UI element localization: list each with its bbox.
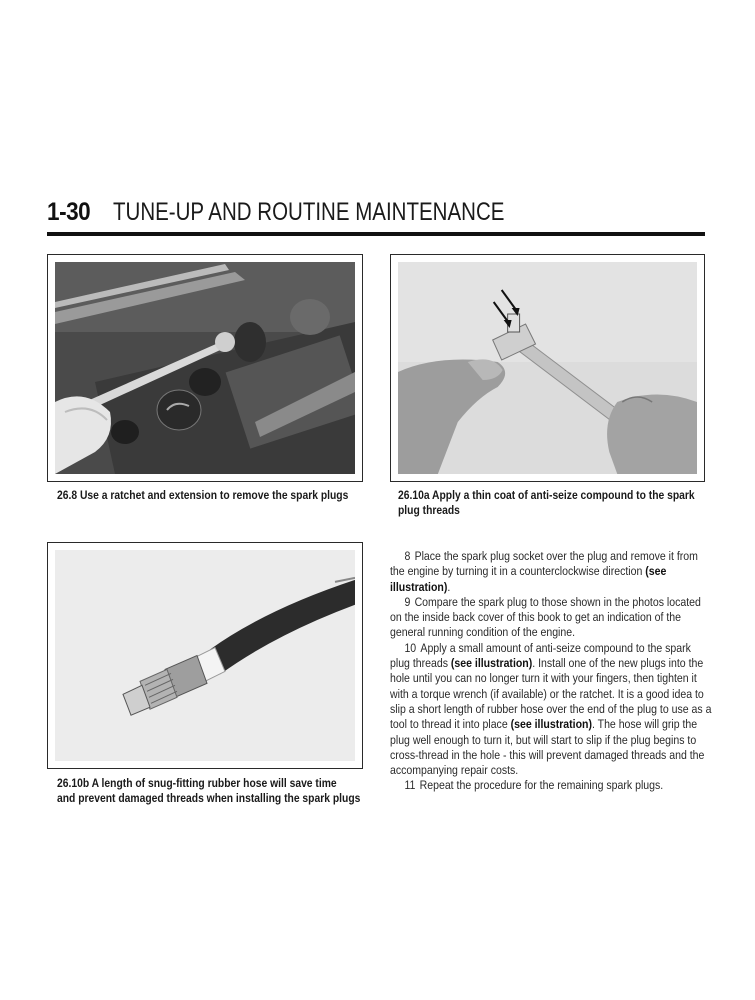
step-number: 10 (404, 640, 417, 655)
step-8: 8 Place the spark plug socket over the plug and remove it from the engine by turning it in a counterclockwise direction (see illustration). (390, 549, 698, 594)
figure-26-8 (47, 254, 363, 482)
caption-line-1: 26.10b A length of snug-fitting rubber hose will save time (57, 776, 337, 790)
see-illustration-ref: (see illustration) (450, 656, 533, 671)
chapter-title: TUNE-UP AND ROUTINE MAINTENANCE (113, 198, 505, 226)
rubber-hose-photo (55, 550, 355, 761)
anti-seize-photo (398, 262, 697, 474)
see-illustration-ref: (see illustration) (510, 717, 592, 732)
see-illustration-ref: (see illustration) (390, 564, 667, 594)
step-11: 11 Repeat the procedure for the remaining spark plugs. (404, 778, 664, 793)
caption-line-2: plug threads (398, 503, 460, 517)
step-10: 10 Apply a small amount of anti-seize compound to the spark plug threads (see illustration). Install one of the new plugs into the hole until you can no longer turn it with your fingers, then tighten it with a torque wrench (if available) or the ratchet. It is a good idea to slip a short length of rubber hose over the end of the plug to use as a tool to thread it into place (see illustration). The hose will grip the plug well enough to turn it, but will start to slip if the plug begins to cross-thread in the hole - this will prevent damaged threads and the accompanying repair costs. (390, 640, 712, 778)
step-number: 8 (404, 549, 411, 563)
caption-line-2: and prevent damaged threads when installing the spark plugs (57, 791, 361, 805)
figure-caption-26-8: 26.8 Use a ratchet and extension to remove the spark plugs (57, 488, 349, 502)
caption-line-1: 26.10a Apply a thin coat of anti-seize compound to the spark (398, 488, 695, 502)
page-header (47, 198, 705, 238)
step-number: 11 (404, 778, 416, 793)
step-number: 9 (404, 594, 411, 609)
step-9: 9 Compare the spark plug to those shown in the photos located on the inside back cover of this book to get an indication of the general running condition of the engine. (390, 594, 701, 640)
page-number: 1-30 (47, 198, 91, 226)
figure-caption-26-10a (398, 488, 708, 518)
header-rule (47, 232, 705, 236)
figure-26-10a (390, 254, 705, 482)
figure-caption-26-10b (57, 776, 367, 806)
figure-26-10b (47, 542, 363, 769)
engine-ratchet-photo (55, 262, 355, 474)
procedure-text (390, 549, 713, 794)
